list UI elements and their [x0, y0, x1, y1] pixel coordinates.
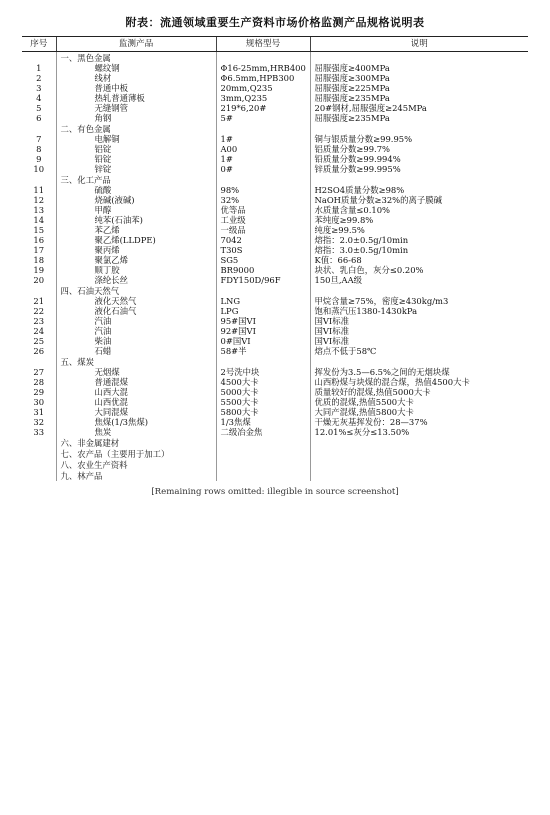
section-index-cell — [22, 459, 56, 470]
product-name: 铝锭 — [56, 144, 216, 154]
section-row — [22, 470, 528, 481]
spec-model: T30S — [216, 245, 310, 255]
row-description: 屈服强度≥225MPa — [310, 83, 528, 93]
table-body — [22, 52, 528, 482]
product-name: 锌锭 — [56, 164, 216, 174]
table-row — [22, 113, 528, 123]
table-row — [22, 195, 528, 205]
section-desc-cell — [310, 52, 528, 64]
header-spec: 规格型号 — [216, 37, 310, 52]
section-row — [22, 356, 528, 367]
section-desc-cell — [310, 448, 528, 459]
table-row — [22, 245, 528, 255]
section-row — [22, 123, 528, 134]
spec-table — [22, 36, 528, 481]
spec-model: A00 — [216, 144, 310, 154]
row-description: 饱和蒸汽压1380-1430kPa — [310, 306, 528, 316]
row-index: 31 — [33, 407, 45, 417]
section-spec-cell — [216, 285, 310, 296]
table-row — [22, 73, 528, 83]
section-row — [22, 448, 528, 459]
row-index: 13 — [33, 205, 45, 215]
table-row — [22, 346, 528, 356]
spec-model: Φ6.5mm,HPB300 — [216, 73, 310, 83]
row-description: 熔指：2.0±0.5g/10min — [310, 235, 528, 245]
row-description: 优质的混煤,热值5500大卡 — [310, 397, 528, 407]
row-index: 1 — [36, 63, 42, 73]
section-row — [22, 459, 528, 470]
row-description: 块状、乳白色，灰分≤0.20% — [310, 265, 528, 275]
section-spec-cell — [216, 470, 310, 481]
row-description: K值：66-68 — [310, 255, 528, 265]
row-description: 锌质量分数≥99.995% — [310, 164, 528, 174]
row-description: 大同产混煤,热值5800大卡 — [310, 407, 528, 417]
spec-model: 98% — [216, 185, 310, 195]
row-description: 干燥无灰基挥发份：28—37% — [310, 417, 528, 427]
spec-model: 0#国VI — [216, 336, 310, 346]
row-description: 12.01%≤灰分≤13.50% — [310, 427, 528, 437]
row-index: 5 — [36, 103, 42, 113]
row-index: 12 — [33, 195, 45, 205]
product-name: 涤纶长丝 — [56, 275, 216, 285]
spec-model: 一级品 — [216, 225, 310, 235]
row-description: 铝质量分数≥99.7% — [310, 144, 528, 154]
row-index: 32 — [33, 417, 45, 427]
row-description: 屈服强度≥235MPa — [310, 113, 528, 123]
table-row — [22, 255, 528, 265]
product-name: 普通混煤 — [56, 377, 216, 387]
section-index-cell — [22, 470, 56, 481]
product-name: 苯乙烯 — [56, 225, 216, 235]
spec-model: 1# — [216, 134, 310, 144]
section-title: 一、黑色金属 — [56, 52, 216, 64]
table-row — [22, 265, 528, 275]
row-description: NaOH质量分数≥32%的离子膜碱 — [310, 195, 528, 205]
spec-model: 3mm,Q235 — [216, 93, 310, 103]
product-name: 角钢 — [56, 113, 216, 123]
table-row — [22, 93, 528, 103]
spec-model: 58#半 — [216, 346, 310, 356]
row-index: 6 — [36, 113, 42, 123]
spec-model: 5500大卡 — [216, 397, 310, 407]
row-index: 8 — [36, 144, 42, 154]
row-description: 铅质量分数≥99.994% — [310, 154, 528, 164]
header-index: 序号 — [22, 37, 56, 52]
section-row — [22, 285, 528, 296]
row-index: 18 — [33, 255, 45, 265]
product-name: 顺丁胶 — [56, 265, 216, 275]
spec-model: 219*6,20# — [216, 103, 310, 113]
table-row — [22, 154, 528, 164]
spec-model: FDY150D/96F — [216, 275, 310, 285]
section-row — [22, 437, 528, 448]
section-index-cell — [22, 123, 56, 134]
spec-model: 92#国VI — [216, 326, 310, 336]
spec-model: 20mm,Q235 — [216, 83, 310, 93]
table-row — [22, 63, 528, 73]
table-row — [22, 316, 528, 326]
product-name: 液化天然气 — [56, 296, 216, 306]
document-title: 附表：流通领域重要生产资料市场价格监测产品规格说明表 — [125, 16, 425, 29]
spec-model: SG5 — [216, 255, 310, 265]
product-name: 甲醇 — [56, 205, 216, 215]
row-description: 屈服强度≥300MPa — [310, 73, 528, 83]
table-row — [22, 134, 528, 144]
row-description: 屈服强度≥235MPa — [310, 93, 528, 103]
section-row — [22, 52, 528, 64]
row-description: 铜与银质量分数≥99.95% — [310, 134, 528, 144]
spec-model: 5000大卡 — [216, 387, 310, 397]
row-description: 山西粉煤与块煤的混合煤，热值4500大卡 — [310, 377, 528, 387]
row-index: 3 — [36, 83, 42, 93]
product-name: 电解铜 — [56, 134, 216, 144]
row-description: 20#钢材,屈服强度≥245MPa — [310, 103, 528, 113]
product-name: 烧碱(液碱) — [56, 195, 216, 205]
table-row — [22, 225, 528, 235]
section-spec-cell — [216, 52, 310, 64]
spec-model: 1/3焦煤 — [216, 417, 310, 427]
row-index: 14 — [33, 215, 45, 225]
product-name: 石蜡 — [56, 346, 216, 356]
section-desc-cell — [310, 356, 528, 367]
row-index: 22 — [33, 306, 45, 316]
product-name: 聚丙烯 — [56, 245, 216, 255]
table-row — [22, 164, 528, 174]
section-desc-cell — [310, 437, 528, 448]
row-index: 23 — [33, 316, 45, 326]
spec-model: 0# — [216, 164, 310, 174]
product-name: 螺纹钢 — [56, 63, 216, 73]
row-index: 2 — [36, 73, 42, 83]
table-row — [22, 144, 528, 154]
section-row — [22, 174, 528, 185]
table-row — [22, 205, 528, 215]
section-spec-cell — [216, 356, 310, 367]
table-row — [22, 397, 528, 407]
spec-model: 7042 — [216, 235, 310, 245]
spec-model: Φ16-25mm,HRB400 — [216, 63, 310, 73]
product-name: 硫酸 — [56, 185, 216, 195]
spec-model: 优等品 — [216, 205, 310, 215]
section-spec-cell — [216, 459, 310, 470]
section-desc-cell — [310, 459, 528, 470]
row-description: H2SO4质量分数≥98% — [310, 185, 528, 195]
product-name: 热轧普通薄板 — [56, 93, 216, 103]
section-title: 五、煤炭 — [56, 356, 216, 367]
row-index: 19 — [33, 265, 45, 275]
spec-model: LPG — [216, 306, 310, 316]
section-title: 二、有色金属 — [56, 123, 216, 134]
spec-model: 32% — [216, 195, 310, 205]
table-row — [22, 336, 528, 346]
section-index-cell — [22, 174, 56, 185]
section-title: 六、非金属建材 — [56, 437, 216, 448]
table-row — [22, 387, 528, 397]
row-index: 15 — [33, 225, 45, 235]
spec-model: 5# — [216, 113, 310, 123]
table-row — [22, 407, 528, 417]
row-index: 17 — [33, 245, 45, 255]
row-index: 24 — [33, 326, 45, 336]
table-row — [22, 427, 528, 437]
row-index: 33 — [33, 427, 45, 437]
product-name: 山西优混 — [56, 397, 216, 407]
section-title: 八、农业生产资料 — [56, 459, 216, 470]
spec-model: 1# — [216, 154, 310, 164]
section-title: 九、林产品 — [56, 470, 216, 481]
spec-model: 2号洗中块 — [216, 367, 310, 377]
product-name: 聚乙烯(LLDPE) — [56, 235, 216, 245]
section-title: 三、化工产品 — [56, 174, 216, 185]
spec-model: 95#国VI — [216, 316, 310, 326]
table-header-row — [22, 37, 528, 52]
table-row — [22, 215, 528, 225]
row-index: 20 — [33, 275, 45, 285]
section-index-cell — [22, 285, 56, 296]
row-description: 甲烷含量≥75%，密度≥430kg/m3 — [310, 296, 528, 306]
row-description: 国VI标准 — [310, 326, 528, 336]
row-description: 屈服强度≥400MPa — [310, 63, 528, 73]
section-index-cell — [22, 448, 56, 459]
row-index: 26 — [33, 346, 45, 356]
product-name: 汽油 — [56, 326, 216, 336]
row-index: 25 — [33, 336, 45, 346]
table-row — [22, 306, 528, 316]
row-description: 挥发份为3.5—6.5%之间的无烟块煤 — [310, 367, 528, 377]
product-name: 大同混煤 — [56, 407, 216, 417]
section-spec-cell — [216, 448, 310, 459]
product-name: 汽油 — [56, 316, 216, 326]
spec-model: LNG — [216, 296, 310, 306]
product-name: 无缝钢管 — [56, 103, 216, 113]
row-description: 熔点不低于58℃ — [310, 346, 528, 356]
product-name: 无烟煤 — [56, 367, 216, 377]
spec-model: 工业级 — [216, 215, 310, 225]
row-index: 21 — [33, 296, 45, 306]
table-row — [22, 367, 528, 377]
section-title: 七、农产品（主要用于加工） — [56, 448, 216, 459]
row-index: 10 — [33, 164, 45, 174]
table-row — [22, 185, 528, 195]
row-description: 熔指：3.0±0.5g/10min — [310, 245, 528, 255]
product-name: 焦煤(1/3焦煤) — [56, 417, 216, 427]
section-title: 四、石油天然气 — [56, 285, 216, 296]
row-description: 苯纯度≥99.8% — [310, 215, 528, 225]
product-name: 山西大混 — [56, 387, 216, 397]
section-spec-cell — [216, 437, 310, 448]
row-description: 国VI标准 — [310, 336, 528, 346]
spec-model: BR9000 — [216, 265, 310, 275]
table-row — [22, 296, 528, 306]
omission-note: [Remaining rows omitted: illegible in source screenshot] — [151, 487, 399, 497]
row-description: 水质量含量≤0.10% — [310, 205, 528, 215]
table-row — [22, 235, 528, 245]
row-index: 11 — [33, 185, 45, 195]
table-row — [22, 103, 528, 113]
row-index: 28 — [33, 377, 45, 387]
row-description: 纯度≥99.5% — [310, 225, 528, 235]
header-product: 监测产品 — [56, 37, 216, 52]
product-name: 普通中板 — [56, 83, 216, 93]
section-desc-cell — [310, 123, 528, 134]
table-row — [22, 83, 528, 93]
product-name: 柴油 — [56, 336, 216, 346]
spec-model: 4500大卡 — [216, 377, 310, 387]
spec-model: 5800大卡 — [216, 407, 310, 417]
section-index-cell — [22, 437, 56, 448]
section-spec-cell — [216, 123, 310, 134]
row-index: 7 — [36, 134, 42, 144]
row-index: 27 — [33, 367, 45, 377]
table-row — [22, 417, 528, 427]
row-index: 29 — [33, 387, 45, 397]
section-index-cell — [22, 356, 56, 367]
row-description: 国VI标准 — [310, 316, 528, 326]
row-index: 16 — [33, 235, 45, 245]
product-name: 焦炭 — [56, 427, 216, 437]
table-row — [22, 326, 528, 336]
row-index: 30 — [33, 397, 45, 407]
product-name: 液化石油气 — [56, 306, 216, 316]
section-index-cell — [22, 52, 56, 64]
product-name: 纯苯(石油苯) — [56, 215, 216, 225]
spec-model: 二级冶金焦 — [216, 427, 310, 437]
row-description: 质量较好的混煤,热值5000大卡 — [310, 387, 528, 397]
product-name: 聚氯乙烯 — [56, 255, 216, 265]
product-name: 线材 — [56, 73, 216, 83]
table-row — [22, 275, 528, 285]
row-description: 150旦,AA级 — [310, 275, 528, 285]
section-spec-cell — [216, 174, 310, 185]
header-description: 说明 — [310, 37, 528, 52]
row-index: 4 — [36, 93, 42, 103]
row-index: 9 — [36, 154, 42, 164]
section-desc-cell — [310, 174, 528, 185]
product-name: 铅锭 — [56, 154, 216, 164]
section-desc-cell — [310, 470, 528, 481]
table-row — [22, 377, 528, 387]
section-desc-cell — [310, 285, 528, 296]
